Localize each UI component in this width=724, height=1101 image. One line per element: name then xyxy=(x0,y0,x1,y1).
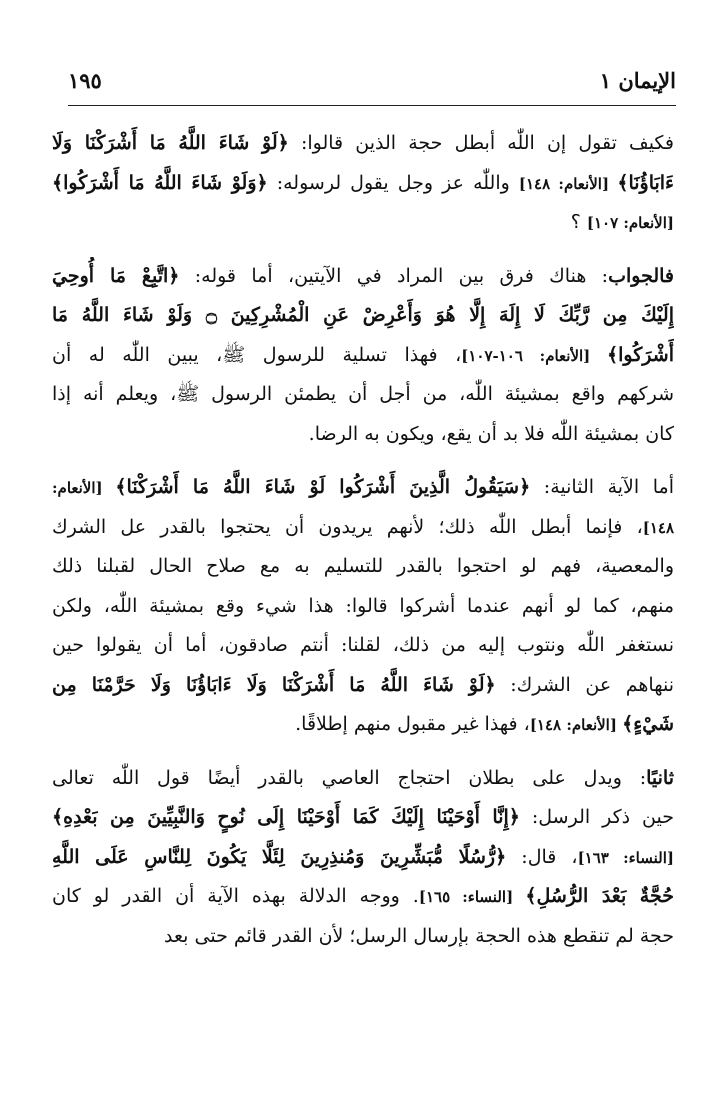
text-line xyxy=(52,838,674,878)
text-line xyxy=(52,547,674,587)
quran-verse: ءَابَاؤُنَا﴾ xyxy=(617,171,674,194)
running-header xyxy=(68,62,676,102)
quran-verse: شَيْءٍ﴾ xyxy=(622,713,674,735)
text-run: ، فهذا تسلية للرسول ﷺ، يبين اللّٰه له أن xyxy=(52,343,462,366)
header-rule xyxy=(68,105,676,106)
text-run: ، فهذا غير مقبول منهم إطلاقًا. xyxy=(295,713,530,735)
lead-word: ثانيًا xyxy=(646,766,674,789)
verse-reference: [الأنعام: ١٤٨] xyxy=(518,174,618,193)
text-run: ، فإنما أبطل اللّٰه ذلك؛ لأنهم يريدون أن يحتجوا بالقدر عل الشرك xyxy=(52,515,643,538)
quran-verse: حُجَّةٌ بَعْدَ الرُّسُلِ﴾ xyxy=(525,885,674,907)
quran-verse: ﴿رُّسُلًا مُّبَشِّرِينَ وَمُنذِرِينَ لِئَلَّا يَكُونَ لِلنَّاسِ عَلَى اللَّهِ xyxy=(52,845,507,868)
text-run: . ووجه الدلالة بهذه الآية أن القدر لو كان xyxy=(52,885,419,907)
text-run: واللّٰه عز وجل يقول لرسوله: xyxy=(267,171,519,194)
quran-verse: ﴿لَوْ شَاءَ اللَّهُ مَا أَشْرَكْنَا وَلَا xyxy=(52,132,289,154)
verse-reference: [الأنعام: xyxy=(52,479,116,497)
verse-reference: [النساء: ١٦٣] xyxy=(577,848,674,867)
quran-verse: ﴿سَيَقُولُ الَّذِينَ أَشْرَكُوا لَوْ شَاءَ اللَّهُ مَا أَشْرَكْنَا﴾ xyxy=(115,476,531,498)
quran-verse: ﴿إِنَّا أَوْحَيْنَا إِلَيْكَ كَمَا أَوْحَيْنَا إِلَى نُوحٍ وَالنَّبِيِّينَ مِن بَعْدِهِ﴾ xyxy=(52,806,520,828)
text-line xyxy=(52,705,674,745)
quran-verse: ﴿لَوْ شَاءَ اللَّهُ مَا أَشْرَكْنَا وَلَا ءَابَاؤُنَا وَلَا حَرَّمْنَا مِن xyxy=(52,673,496,696)
verse-reference: [الأنعام: ١٠٧] xyxy=(586,214,674,232)
quran-verse: إِلَيْكَ مِن رَّبِّكَ لَا إِلَهَ إِلَّا هُوَ وَأَعْرِضْ عَنِ الْمُشْرِكِينَ ۝ وَلَوْ شَاءَ اللَّهُ مَا xyxy=(52,304,674,326)
text-line xyxy=(52,203,674,243)
text-line xyxy=(52,415,674,455)
quran-verse: ﴿اتَّبِعْ مَا أُوحِيَ xyxy=(52,264,180,287)
text-line xyxy=(52,917,674,957)
paragraph xyxy=(52,468,674,745)
text-line xyxy=(52,508,674,548)
text-line xyxy=(52,296,674,336)
text-line xyxy=(52,336,674,376)
text-line xyxy=(52,626,674,666)
text-run: شركهم واقع بمشيئة اللّٰه، من أجل أن يطمئن الرسول ﷺ، ويعلم أنه إذا xyxy=(52,383,674,405)
text-line xyxy=(52,164,674,204)
text-line xyxy=(52,375,674,415)
running-title: الإيمان ١ xyxy=(599,68,676,93)
paragraph xyxy=(52,257,674,455)
text-run: ننهاهم عن الشرك: xyxy=(495,673,674,696)
text-run: فكيف تقول إن اللّٰه أبطل حجة الذين قالوا: xyxy=(288,132,674,154)
text-run: حجة لم تنقطع هذه الحجة بإرسال الرسل؛ لأن القدر قائم حتى بعد xyxy=(164,924,674,947)
text-line xyxy=(52,587,674,627)
text-run: ، قال: xyxy=(506,845,578,868)
verse-reference: [الأنعام: ١٤٨] xyxy=(529,716,623,734)
paragraph xyxy=(52,759,674,957)
verse-reference: [الأنعام: ١٠٦-١٠٧] xyxy=(461,346,608,365)
quran-verse: أَشْرَكُوا﴾ xyxy=(607,343,674,366)
text-run: ؟ xyxy=(570,211,587,233)
text-line xyxy=(52,666,674,706)
text-run: نستغفر اللّٰه ونتوب إليه من ذلك، لقلنا: أنتم صادقون، أما أن يقولوا حين xyxy=(52,634,674,656)
text-line xyxy=(52,468,674,508)
text-run: : ويدل على بطلان احتجاج العاصي بالقدر أيضًا قول اللّٰه تعالى xyxy=(52,766,647,789)
page-number: ١٩٥ xyxy=(68,68,102,93)
quran-verse: ﴿وَلَوْ شَاءَ اللَّهُ مَا أَشْرَكُوا﴾ xyxy=(52,171,268,194)
text-run: والمعصية، فهم لو احتجوا بالقدر للتسليم به مع صلاح الحال لقبلنا ذلك xyxy=(52,555,674,577)
text-run: منهم، كما لو أنهم عندما أشركوا قالوا: هذا شيء وقع بمشيئة اللّٰه، ولكن xyxy=(52,594,674,617)
text-run: : هناك فرق بين المراد في الآيتين، أما قوله: xyxy=(179,264,609,287)
text-line xyxy=(52,257,674,297)
text-line xyxy=(52,124,674,164)
lead-word: فالجواب xyxy=(608,264,674,287)
verse-reference: ١٤٨] xyxy=(642,518,674,537)
text-line xyxy=(52,798,674,838)
text-run: حين ذكر الرسل: xyxy=(519,806,674,828)
text-run: أما الآية الثانية: xyxy=(530,476,674,498)
paragraph xyxy=(52,124,674,243)
verse-reference: [النساء: ١٦٥] xyxy=(418,888,526,906)
text-line xyxy=(52,759,674,799)
text-line xyxy=(52,877,674,917)
body-text xyxy=(52,124,674,970)
text-run: كان بمشيئة اللّٰه فلا بد أن يقع، ويكون به الرضا. xyxy=(308,422,674,445)
